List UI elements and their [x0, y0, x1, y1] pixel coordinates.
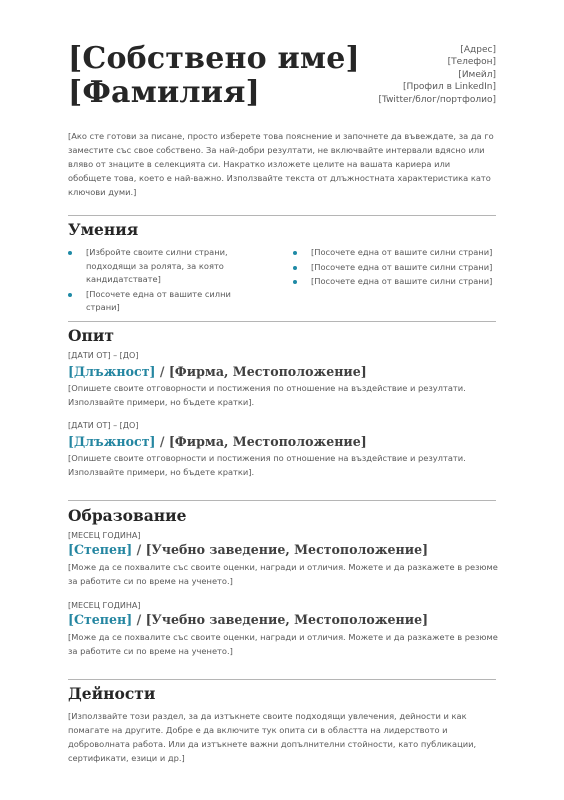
contact-address[interactable]: [Адрес] [460, 45, 496, 55]
list-item[interactable] [68, 288, 264, 315]
skill-text: [Посочете една от вашите силни страни] [311, 261, 493, 272]
skill-text: [Посочете една от вашите силни страни] [311, 276, 493, 286]
education-degree[interactable]: [Степен] [68, 612, 133, 627]
job-description[interactable]: [Опишете своите отговорности и постижения по отношение на въздействие и резултати. Използвайте примери, но бъдете кратки]. [68, 383, 466, 407]
education-title-line [68, 612, 428, 627]
experience-heading: Опит [68, 326, 114, 345]
education-degree[interactable]: [Степен] [68, 542, 133, 557]
job-dates[interactable]: [ДАТИ ОТ] – [ДО] [68, 351, 139, 360]
skill-text: [Посочете една от вашите силни страни] [86, 288, 231, 312]
activities-description[interactable]: [Използвайте този раздел, за да изтъкнете своите подходящи увлечения, дейности и как помагате на другите. Добре е да включите тук опита си в областта на лидерството и доброволната работа. Или да изтъкнете важни допълнителни стойности, като публикации, сертификати, езици и др.] [68, 711, 477, 763]
list-item[interactable] [68, 246, 264, 287]
skill-text: [Избройте своите силни страни, подходящи за ролята, за която кандидатствате] [86, 247, 228, 284]
education-heading: Образование [68, 506, 187, 525]
bullet-icon [293, 266, 297, 270]
first-name[interactable]: [Собствено име] [68, 41, 360, 76]
skill-text: [Посочете една от вашите силни страни] [311, 247, 493, 257]
divider [68, 679, 496, 680]
education-school[interactable]: [Учебно заведение, Местоположение] [145, 612, 429, 627]
skills-heading: Умения [68, 220, 139, 239]
skills-list-left [68, 246, 264, 316]
contact-linkedin[interactable]: [Профил в LinkedIn] [402, 82, 496, 93]
divider [68, 321, 496, 322]
job-company[interactable]: [Фирма, Местоположение] [168, 434, 367, 449]
activities-heading: Дейности [68, 684, 156, 703]
job-title-line [68, 364, 367, 379]
education-description[interactable]: [Може да се похвалите със своите оценки, награди и отличия. Можете и да разкажете в резюме за работите си по време на ученето.] [68, 562, 498, 586]
divider [68, 500, 496, 501]
job-dates[interactable]: [ДАТИ ОТ] – [ДО] [68, 421, 139, 430]
list-item[interactable] [293, 246, 508, 260]
intro-paragraph[interactable]: [Ако сте готови за писане, просто изберете това пояснение и започнете да въвеждате, за да го заместите със свое собствено. За най-добри резултати, не включвайте интервали вдясно или вляво от знаците в селекцията си. Накратко изложете целите на вашата кариера или обобщете това, което е най-важно. Използвайте текста от длъжностната характеристика като ключови думи.] [68, 131, 494, 197]
title-separator: / [155, 364, 169, 379]
list-item[interactable] [293, 261, 508, 275]
education-date[interactable]: [МЕСЕЦ ГОДИНА] [68, 531, 141, 540]
education-description[interactable]: [Може да се похвалите със своите оценки, награди и отличия. Можете и да разкажете в резюме за работите си по време на ученето.] [68, 632, 498, 656]
education-title-line [68, 542, 428, 557]
bullet-icon [293, 280, 297, 284]
name-heading [68, 42, 360, 110]
last-name[interactable]: [Фамилия] [68, 75, 260, 110]
contact-phone[interactable]: [Телефон] [447, 57, 496, 68]
job-title-line [68, 434, 367, 449]
bullet-icon [68, 293, 72, 297]
job-role[interactable]: [Длъжност] [68, 434, 156, 449]
contact-block [379, 44, 496, 106]
title-separator: / [132, 612, 146, 627]
title-separator: / [155, 434, 169, 449]
contact-email[interactable]: [Имейл] [458, 69, 496, 80]
divider [68, 215, 496, 216]
education-date[interactable]: [МЕСЕЦ ГОДИНА] [68, 601, 141, 610]
bullet-icon [293, 251, 297, 255]
contact-portfolio[interactable]: [Twitter/блог/портфолио] [378, 94, 496, 105]
skills-list-right [293, 246, 508, 290]
title-separator: / [132, 542, 146, 557]
education-school[interactable]: [Учебно заведение, Местоположение] [145, 542, 429, 557]
job-role[interactable]: [Длъжност] [68, 364, 156, 379]
bullet-icon [68, 251, 72, 255]
list-item[interactable] [293, 275, 508, 289]
job-description[interactable]: [Опишете своите отговорности и постижения по отношение на въздействие и резултати. Използвайте примери, но бъдете кратки]. [68, 453, 466, 477]
job-company[interactable]: [Фирма, Местоположение] [168, 364, 367, 379]
